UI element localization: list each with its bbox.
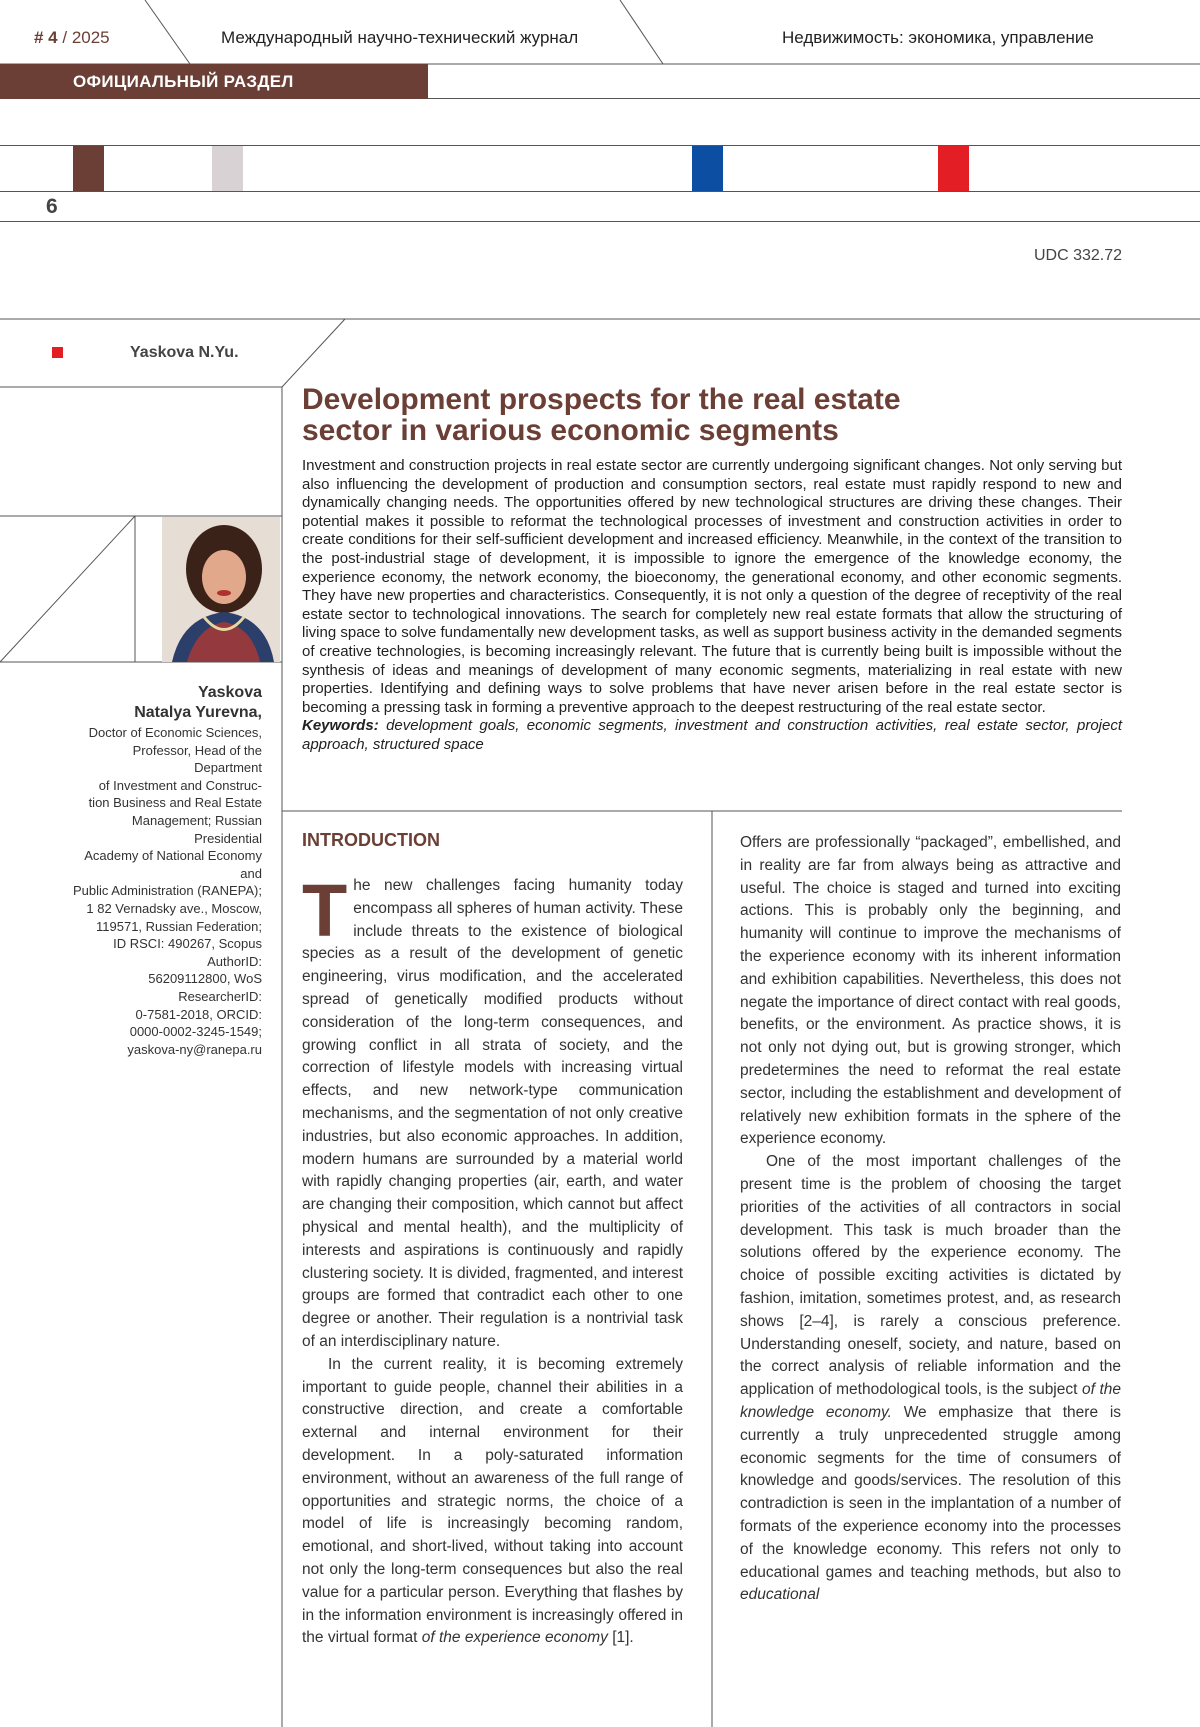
paragraph-text: he new challenges facing humanity today encompass all spheres of human activity. These include threats to the existence of biological species as a result of the development of genetic engineering, virus modification, and the accelerated spread of genetically modified products without consideration of the long-term consequences, and growing conflict in all strata of society, and the correction of lifestyle models with increasing virtual effects, and new network-type communication mechanisms, and the segmentation of not only creative industries, but also economic approaches. In addition, modern humans are surrounded by a material world with rapidly changing properties (air, earth, and water are changing their composition, which cannot but affect physical and mental health), and the multiplicity of interests and aspirations is continuously and rapidly clustering society. It is divided, fragmented, and interest groups are formed that contradict each other to one degree or another. Their regulation is a nontrivial task of an interdisciplinary nature. [302,877,683,1350]
author-info-line: 56209112800, WoS ResearcherID: [148,971,262,1004]
section-heading-introduction: INTRODUCTION [302,830,440,850]
abstract-text: Investment and construction projects in real estate sector are currently undergoing significant changes. Not only serving but also influencing the development of production and consumption sectors, real estate must rapidly respond to new and dynamically changing needs. The opportunities offered by new technological structures are driving these changes. Their potential makes it possible to reformat the technological processes of investment and construction activities in order to create conditions for their self-sufficient development and increased efficiency. Meanwhile, in the context of the transition to the post-industrial stage of development, it is impossible to ignore the emergence of the knowledge economy, the experience economy, the network economy, the bioeconomy, the generational economy, and other economic segments. They have new properties and characteristics. Consequently, it is not only a question of the degree of receptivity of the real estate sector to technological innovations. The search for completely new real estate formats that allow the structuring of living space to solve fundamentally new development tasks, as well as support business activity in the demanded segments of creative technologies, is becoming increasingly relevant. The future that is currently being built is impossible without the synthesis of ideas and meanings of development of many economic segments, materializing in real estate with new properties. Identifying and defining ways to solve problems that have never arisen before in the real estate sector is becoming a pressing task in forming a preventive approach to the deepest restructuring of the real estate sector. [302,457,1122,716]
journal-name: Недвижимость: экономика, управление [782,28,1094,47]
author-given-names: Natalya Yurevna, [134,704,262,721]
paragraph [740,1151,1121,1607]
author-info-line: tion Business and Real Estate [88,795,262,811]
paragraph-text: In the current reality, it is becoming extremely important to guide people, channel their abilities in a constructive direction, and create a comfortable external and internal environment for their development. In a poly-saturated information environment, without an awareness of the full range of opportunities and strategic norms, the choice of a model of life is increasingly becoming random, emotional, and short-lived, without taking into account not only the long-term consequences but also the real value for a particular person. Everything that flashes by in the information environment is increasingly offered in the virtual format [302,1355,683,1647]
section-bar-line [428,98,1200,99]
citation: [1]. [612,1629,634,1647]
paragraph-text: Offers are professionally “packaged”, embellished, and in reality are far from always being as attractive and useful. The choice is staged and turned into exciting actions. This is probably only the beginning, and humanity will continue to improve the mechanisms of the experience economy with its inherent information and exhibition capabilities. Nevertheless, this does not negate the importance of direct contact with real goods, benefits, or the environment. As practice shows, it is not only not dying out, but is growing stronger, which predetermines the need to reformat the real estate sector, including the establishment and development of relatively new exhibition formats in the sphere of the experience economy. [740,834,1121,1148]
author-info-line: Professor, Head of the Department [132,742,262,776]
issue-number: # 4 [34,28,58,47]
author-info-line: ID RSCI: 490267, Scopus AuthorID: [113,936,262,969]
author-info-line: 119571, Russian Federation; [96,918,262,934]
keywords-label: Keywords: [302,717,379,735]
issue-year: / 2025 [62,28,110,47]
author-photo [162,517,280,662]
author-info-line: of Investment and Construc- [98,777,262,793]
author-surname: Yaskova [197,684,262,701]
paragraph [302,869,683,1354]
keywords: development goals, economic segments, investment and construction activities, real estate sector, project approach, structured space [302,717,1122,753]
emphasis: of the experience economy [421,1629,608,1647]
author-info-line: 0-7581-2018, ORCID: [135,1006,262,1022]
color-strip-top-line [0,145,1200,146]
article-title-line1: Development prospects for the real estate [302,383,901,416]
body-column-left [302,869,683,1650]
color-square-brown [73,146,104,191]
color-square-blue [692,146,723,191]
emphasis: of the knowledge economy. [740,1381,1121,1421]
drop-cap: T [302,869,348,952]
author-email: yaskova-ny@ranepa.ru [127,1041,262,1057]
author-info-line: Public Administration (RANEPA); [72,883,262,899]
udc-code: UDC 332.72 [1033,247,1122,264]
author-info-line: 1 82 Vernadsky ave., Moscow, [86,900,262,916]
author-info-line: Management; Russian Presidential [131,812,262,846]
paragraph [740,832,1121,1151]
paragraph [302,1354,683,1650]
article-title-line2: sector in various economic segments [302,414,839,447]
page-number: 6 [46,195,58,218]
author-info-line: Doctor of Economic Sciences, [88,725,262,740]
author-short-name: Yaskova N.Yu. [130,344,239,361]
paragraph-text: One of the most important challenges of the present time is the problem of choosing the target priorities of the activities of all contractors in social development. This task is much broader than the solutions offered by the experience economy. The choice of possible exciting activities is dictated by fashion, imitation, sometimes protest, and, as research shows [2–4], is rarely a conscious preference. Understanding oneself, society, and nature, based on the correct analysis of reliable information and the application of methodological tools, is the subject [740,1153,1121,1399]
section-label: ОФИЦИАЛЬНЫЙ РАЗДЕЛ [73,72,294,91]
color-square-red [938,146,969,191]
page-number-line [0,221,1200,222]
paragraph-text: We emphasize that there is currently a truly unprecedented struggle among economic segments for the time of consumers of knowledge and goods/services. The resolution of this contradiction is seen in the implantation of a number of formats of the experience economy into the processes of the knowledge economy. This refers not only to educational games and teaching methods, but also to [740,1403,1122,1581]
color-strip-bottom-line [0,191,1200,192]
author-info-line: Academy of National Economy and [84,848,262,881]
emphasis: educational [740,1586,820,1604]
journal-title: Международный научно-технический журнал [221,28,579,47]
author-info-line: 0000-0002-3245-1549; [129,1024,262,1040]
body-column-right [740,832,1121,1607]
color-square-gray [212,146,243,191]
article-title [302,384,1182,446]
author-full-name [134,683,262,723]
author-affiliation [62,724,262,1058]
abstract [302,457,1122,755]
author-bullet [52,347,63,358]
